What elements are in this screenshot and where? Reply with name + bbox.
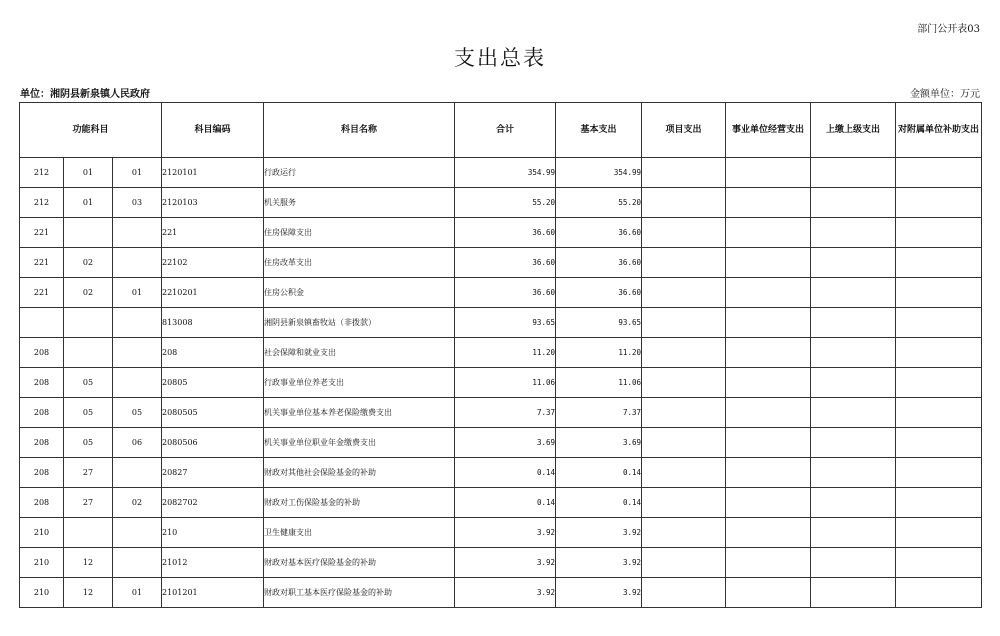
item-cell: [64, 308, 113, 338]
table-row: [20, 428, 982, 458]
subsidy-cell: [896, 338, 982, 368]
subject-code-cell: 21012: [162, 548, 264, 578]
operating-cell: [726, 368, 811, 398]
table-row: [20, 578, 982, 608]
operating-cell: [726, 398, 811, 428]
table-row: [20, 398, 982, 428]
subject-name-cell: 湘阴县新泉镇畜牧站（非拨款）: [264, 308, 455, 338]
total-cell: 55.20: [455, 188, 556, 218]
operating-cell: [726, 548, 811, 578]
class-cell: 210: [20, 548, 64, 578]
item-cell: 27: [64, 488, 113, 518]
basic-cell: 3.92: [556, 548, 642, 578]
basic-cell: 3.92: [556, 578, 642, 608]
basic-cell: 0.14: [556, 458, 642, 488]
project-cell: [642, 368, 726, 398]
class-cell: 221: [20, 218, 64, 248]
operating-cell: [726, 248, 811, 278]
total-cell: 36.60: [455, 278, 556, 308]
subsidy-cell: [896, 428, 982, 458]
table-row: [20, 158, 982, 188]
remit-cell: [811, 428, 896, 458]
subsidy-cell: [896, 218, 982, 248]
subject-code-cell: 208: [162, 338, 264, 368]
item-cell: 05: [64, 398, 113, 428]
subject-name-cell: 行政事业单位养老支出: [264, 368, 455, 398]
table-row: [20, 218, 982, 248]
expenditure-table: [19, 102, 982, 608]
class-cell: 208: [20, 428, 64, 458]
subsidy-cell: [896, 368, 982, 398]
operating-cell: [726, 338, 811, 368]
col-header-operating: 事业单位经营支出: [726, 103, 811, 158]
basic-cell: 55.20: [556, 188, 642, 218]
basic-cell: 36.60: [556, 248, 642, 278]
basic-cell: 0.14: [556, 488, 642, 518]
remit-cell: [811, 578, 896, 608]
item-cell: 12: [64, 548, 113, 578]
operating-cell: [726, 188, 811, 218]
subject-name-cell: 住房保障支出: [264, 218, 455, 248]
total-cell: 36.60: [455, 218, 556, 248]
table-row: [20, 308, 982, 338]
subject-name-cell: 行政运行: [264, 158, 455, 188]
unit-label: 单位：湘阴县新泉镇人民政府: [20, 89, 150, 100]
subject-code-cell: 2080505: [162, 398, 264, 428]
total-cell: 3.92: [455, 578, 556, 608]
basic-cell: 11.06: [556, 368, 642, 398]
table-row: [20, 188, 982, 218]
subject-code-cell: 221: [162, 218, 264, 248]
project-cell: [642, 338, 726, 368]
subject-code-cell: 2120101: [162, 158, 264, 188]
subsidy-cell: [896, 548, 982, 578]
table-row: [20, 548, 982, 578]
basic-cell: 93.65: [556, 308, 642, 338]
total-cell: 36.60: [455, 248, 556, 278]
subitem-cell: [113, 518, 162, 548]
total-cell: 3.92: [455, 548, 556, 578]
project-cell: [642, 398, 726, 428]
subject-name-cell: 卫生健康支出: [264, 518, 455, 548]
subitem-cell: [113, 338, 162, 368]
subject-code-cell: 2080506: [162, 428, 264, 458]
operating-cell: [726, 308, 811, 338]
subject-name-cell: 机关事业单位职业年金缴费支出: [264, 428, 455, 458]
item-cell: 01: [64, 158, 113, 188]
subsidy-cell: [896, 458, 982, 488]
operating-cell: [726, 218, 811, 248]
subject-name-cell: 机关事业单位基本养老保险缴费支出: [264, 398, 455, 428]
table-header-row: [20, 103, 982, 158]
col-header-subsidy: 对附属单位补助支出: [896, 103, 982, 158]
remit-cell: [811, 488, 896, 518]
class-cell: [20, 308, 64, 338]
page-title: 支出总表: [454, 46, 546, 70]
subsidy-cell: [896, 158, 982, 188]
subitem-cell: [113, 458, 162, 488]
total-cell: 11.06: [455, 368, 556, 398]
class-cell: 208: [20, 458, 64, 488]
class-cell: 210: [20, 518, 64, 548]
col-header-basic: 基本支出: [556, 103, 642, 158]
total-cell: 7.37: [455, 398, 556, 428]
subitem-cell: [113, 368, 162, 398]
subitem-cell: [113, 548, 162, 578]
operating-cell: [726, 428, 811, 458]
subject-code-cell: 210: [162, 518, 264, 548]
operating-cell: [726, 578, 811, 608]
item-cell: [64, 218, 113, 248]
subject-code-cell: 2101201: [162, 578, 264, 608]
operating-cell: [726, 278, 811, 308]
class-cell: 208: [20, 338, 64, 368]
subject-name-cell: 机关服务: [264, 188, 455, 218]
basic-cell: 3.69: [556, 428, 642, 458]
table-number-label: 部门公开表03: [917, 24, 980, 35]
subitem-cell: 01: [113, 158, 162, 188]
table-row: [20, 278, 982, 308]
subject-code-cell: 2082702: [162, 488, 264, 518]
operating-cell: [726, 518, 811, 548]
remit-cell: [811, 248, 896, 278]
item-cell: 02: [64, 248, 113, 278]
col-header-subject-code: 科目编码: [162, 103, 264, 158]
project-cell: [642, 458, 726, 488]
project-cell: [642, 578, 726, 608]
class-cell: 210: [20, 578, 64, 608]
table-row: [20, 338, 982, 368]
remit-cell: [811, 368, 896, 398]
table-row: [20, 518, 982, 548]
subsidy-cell: [896, 188, 982, 218]
basic-cell: 3.92: [556, 518, 642, 548]
subject-name-cell: 财政对职工基本医疗保险基金的补助: [264, 578, 455, 608]
project-cell: [642, 158, 726, 188]
table-row: [20, 458, 982, 488]
basic-cell: 7.37: [556, 398, 642, 428]
remit-cell: [811, 158, 896, 188]
item-cell: 01: [64, 188, 113, 218]
subitem-cell: 02: [113, 488, 162, 518]
item-cell: 05: [64, 368, 113, 398]
item-cell: [64, 338, 113, 368]
amount-unit-label: 金额单位：万元: [910, 89, 980, 100]
subject-name-cell: 财政对工伤保险基金的补助: [264, 488, 455, 518]
table-row: [20, 488, 982, 518]
subsidy-cell: [896, 518, 982, 548]
project-cell: [642, 218, 726, 248]
subitem-cell: 01: [113, 578, 162, 608]
operating-cell: [726, 158, 811, 188]
subitem-cell: [113, 218, 162, 248]
subject-name-cell: 住房改革支出: [264, 248, 455, 278]
subject-code-cell: 813008: [162, 308, 264, 338]
project-cell: [642, 188, 726, 218]
item-cell: 02: [64, 278, 113, 308]
total-cell: 0.14: [455, 458, 556, 488]
subject-name-cell: 社会保障和就业支出: [264, 338, 455, 368]
subject-name-cell: 财政对其他社会保险基金的补助: [264, 458, 455, 488]
subject-code-cell: 20827: [162, 458, 264, 488]
project-cell: [642, 428, 726, 458]
subsidy-cell: [896, 248, 982, 278]
basic-cell: 36.60: [556, 278, 642, 308]
total-cell: 11.20: [455, 338, 556, 368]
remit-cell: [811, 218, 896, 248]
project-cell: [642, 518, 726, 548]
subitem-cell: [113, 248, 162, 278]
subitem-cell: 01: [113, 278, 162, 308]
class-cell: 212: [20, 158, 64, 188]
subitem-cell: 05: [113, 398, 162, 428]
total-cell: 93.65: [455, 308, 556, 338]
project-cell: [642, 488, 726, 518]
col-header-project: 项目支出: [642, 103, 726, 158]
class-cell: 208: [20, 398, 64, 428]
project-cell: [642, 308, 726, 338]
subject-code-cell: 22102: [162, 248, 264, 278]
item-cell: 27: [64, 458, 113, 488]
item-cell: 05: [64, 428, 113, 458]
subject-name-cell: 住房公积金: [264, 278, 455, 308]
class-cell: 221: [20, 248, 64, 278]
class-cell: 208: [20, 488, 64, 518]
remit-cell: [811, 278, 896, 308]
remit-cell: [811, 188, 896, 218]
remit-cell: [811, 308, 896, 338]
operating-cell: [726, 458, 811, 488]
total-cell: 3.92: [455, 518, 556, 548]
subitem-cell: 03: [113, 188, 162, 218]
remit-cell: [811, 398, 896, 428]
project-cell: [642, 278, 726, 308]
basic-cell: 354.99: [556, 158, 642, 188]
table-row: [20, 368, 982, 398]
col-header-total: 合计: [455, 103, 556, 158]
class-cell: 212: [20, 188, 64, 218]
subitem-cell: 06: [113, 428, 162, 458]
remit-cell: [811, 338, 896, 368]
item-cell: [64, 518, 113, 548]
total-cell: 0.14: [455, 488, 556, 518]
subsidy-cell: [896, 398, 982, 428]
table-row: [20, 248, 982, 278]
subject-code-cell: 2210201: [162, 278, 264, 308]
class-cell: 208: [20, 368, 64, 398]
subject-code-cell: 20805: [162, 368, 264, 398]
col-header-remit: 上缴上级支出: [811, 103, 896, 158]
remit-cell: [811, 518, 896, 548]
col-header-function-subject: 功能科目: [20, 103, 162, 158]
remit-cell: [811, 458, 896, 488]
subsidy-cell: [896, 278, 982, 308]
project-cell: [642, 248, 726, 278]
operating-cell: [726, 488, 811, 518]
item-cell: 12: [64, 578, 113, 608]
remit-cell: [811, 548, 896, 578]
subject-code-cell: 2120103: [162, 188, 264, 218]
subject-name-cell: 财政对基本医疗保险基金的补助: [264, 548, 455, 578]
total-cell: 354.99: [455, 158, 556, 188]
subsidy-cell: [896, 488, 982, 518]
subsidy-cell: [896, 308, 982, 338]
subsidy-cell: [896, 578, 982, 608]
class-cell: 221: [20, 278, 64, 308]
col-header-subject-name: 科目名称: [264, 103, 455, 158]
total-cell: 3.69: [455, 428, 556, 458]
basic-cell: 36.60: [556, 218, 642, 248]
basic-cell: 11.20: [556, 338, 642, 368]
subitem-cell: [113, 308, 162, 338]
project-cell: [642, 548, 726, 578]
